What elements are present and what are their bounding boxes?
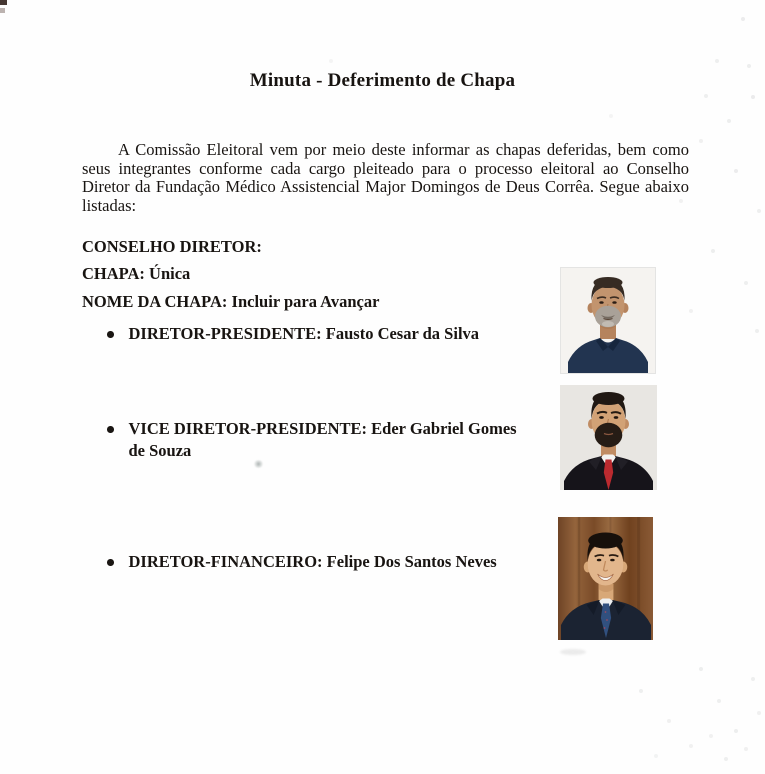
scan-noise-bottom-right: [0, 0, 2, 2]
page-title: Minuta - Deferimento de Chapa: [249, 70, 516, 91]
portrait-photo-eder-gabriel-gomes-de-souza: [560, 385, 657, 490]
bullet-icon: [107, 559, 114, 566]
bullet-icon: [107, 331, 114, 338]
heading-conselho-diretor: CONSELHO DIRETOR:: [82, 237, 262, 256]
bullet-icon: [107, 426, 114, 433]
member-item-diretor-presidente: [107, 323, 537, 345]
member-item-vice-diretor-presidente: [107, 418, 537, 461]
portrait-illustration-1: [561, 268, 655, 373]
paragraph-line-4: listadas:: [82, 196, 137, 216]
portrait-photo-felipe-dos-santos-neves: [558, 517, 653, 640]
paragraph-line-3: Diretor da Fundação Médico Assistencial Major Domingos de Deus Corrêa. Segue abaixo: [82, 177, 689, 197]
portrait-illustration-2: [560, 385, 657, 490]
heading-chapa: CHAPA: Única: [82, 264, 191, 283]
paragraph-line-1: A Comissão Eleitoral vem por meio deste informar as chapas deferidas, bem como: [118, 140, 689, 159]
heading-nome-da-chapa: NOME DA CHAPA: Incluir para Avançar: [82, 292, 380, 311]
portrait-illustration-3: [558, 517, 653, 640]
scan-artifact-top-left-2: [0, 8, 5, 13]
member-item-diretor-financeiro: [107, 551, 537, 573]
member-text: VICE DIRETOR-PRESIDENTE: Eder Gabriel Gomes de Souza: [128, 419, 517, 460]
portrait-photo-fausto-cesar-da-silva: [561, 268, 655, 373]
paragraph-line-2: seus integrantes conforme cada cargo pleiteado para o processo eleitoral ao Conselho: [82, 158, 689, 178]
member-text: DIRETOR-FINANCEIRO: Felipe Dos Santos Neves: [128, 552, 497, 571]
scan-smudge: [253, 460, 264, 468]
scan-smudge-below-photo: [560, 649, 586, 655]
member-text: DIRETOR-PRESIDENTE: Fausto Cesar da Silva: [128, 324, 480, 343]
intro-paragraph: [82, 141, 689, 216]
